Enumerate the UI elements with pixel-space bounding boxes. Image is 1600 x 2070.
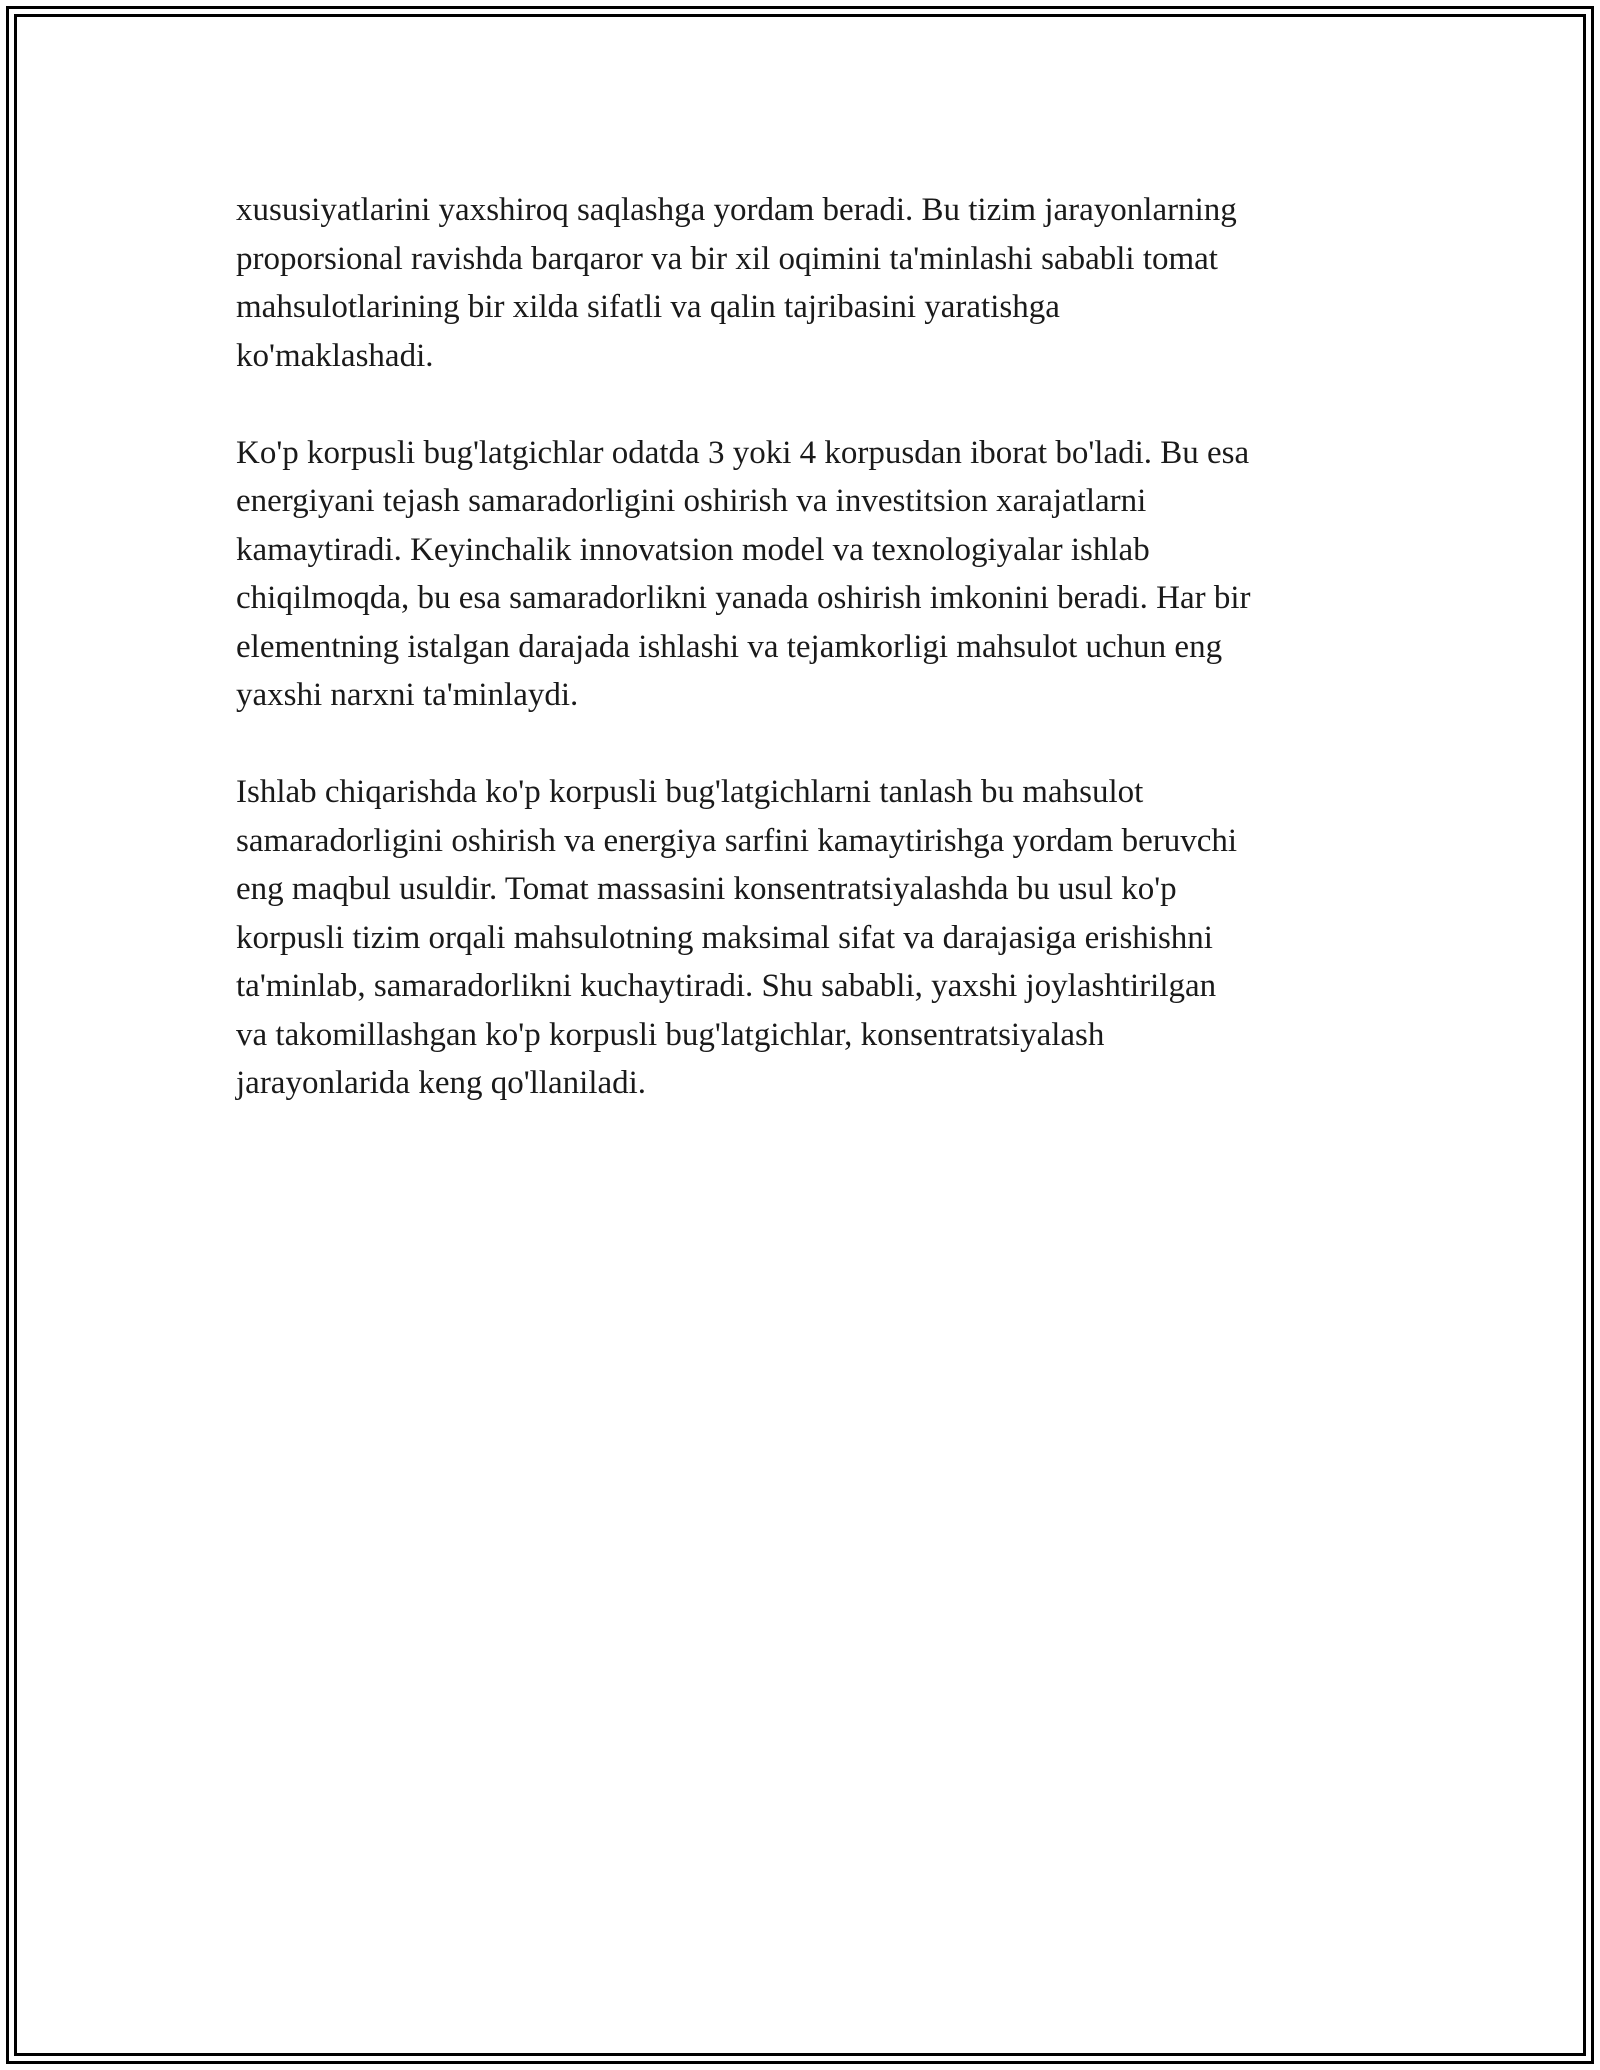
paragraph-line: xususiyatlarini yaxshiroq saqlashga yordam beradi. Bu tizim jarayonlarning — [236, 192, 1237, 228]
paragraph-line: ta'minlab, samaradorlikni kuchaytiradi. Shu sababli, yaxshi joylashtirilgan — [236, 968, 1217, 1004]
paragraph-line: Ko'p korpusli bug'latgichlar odatda 3 yoki 4 korpusdan iborat bo'ladi. Bu esa — [236, 434, 1250, 471]
paragraph-line: va takomillashgan ko'p korpusli bug'latgichlar, konsentratsiyalash — [236, 1016, 1105, 1053]
paragraph-3 — [236, 768, 1376, 1108]
paragraph-line: eng maqbul usuldir. Tomat massasini konsentratsiyalashda bu usul ko'p — [236, 871, 1177, 907]
paragraph-line: energiyani tejash samaradorligini oshirish va investitsion xarajatlarni — [236, 483, 1147, 519]
paragraph-2 — [236, 429, 1376, 720]
paragraph-line: proporsional ravishda barqaror va bir xil oqimini ta'minlashi sababli tomat — [236, 240, 1218, 277]
paragraph-line: mahsulotlarining bir xilda sifatli va qalin tajribasini yaratishga — [236, 289, 1060, 325]
paragraph-line: chiqilmoqda, bu esa samaradorlikni yanada oshirish imkonini beradi. Har bir — [236, 580, 1251, 616]
paragraph-line: elementning istalgan darajada ishlashi va tejamkorligi mahsulot uchun eng — [236, 628, 1223, 665]
paragraph-line: jarayonlarida keng qo'llaniladi. — [236, 1065, 647, 1101]
paragraph-line: yaxshi narxni ta'minlaydi. — [236, 677, 579, 713]
paragraph-line: samaradorligini oshirish va energiya sarfini kamaytirishga yordam beruvchi — [236, 822, 1238, 859]
paragraph-1 — [236, 186, 1376, 380]
paragraph-line: ko'maklashadi. — [236, 337, 434, 374]
paragraph-line: korpusli tizim orqali mahsulotning maksimal sifat va darajasiga erishishni — [236, 919, 1213, 956]
paragraph-line: kamaytiradi. Keyinchalik innovatsion model va texnologiyalar ishlab — [236, 531, 1150, 568]
paragraph-line: Ishlab chiqarishda ko'p korpusli bug'latgichlarni tanlash bu mahsulot — [236, 774, 1144, 810]
document-body — [236, 186, 1376, 1108]
